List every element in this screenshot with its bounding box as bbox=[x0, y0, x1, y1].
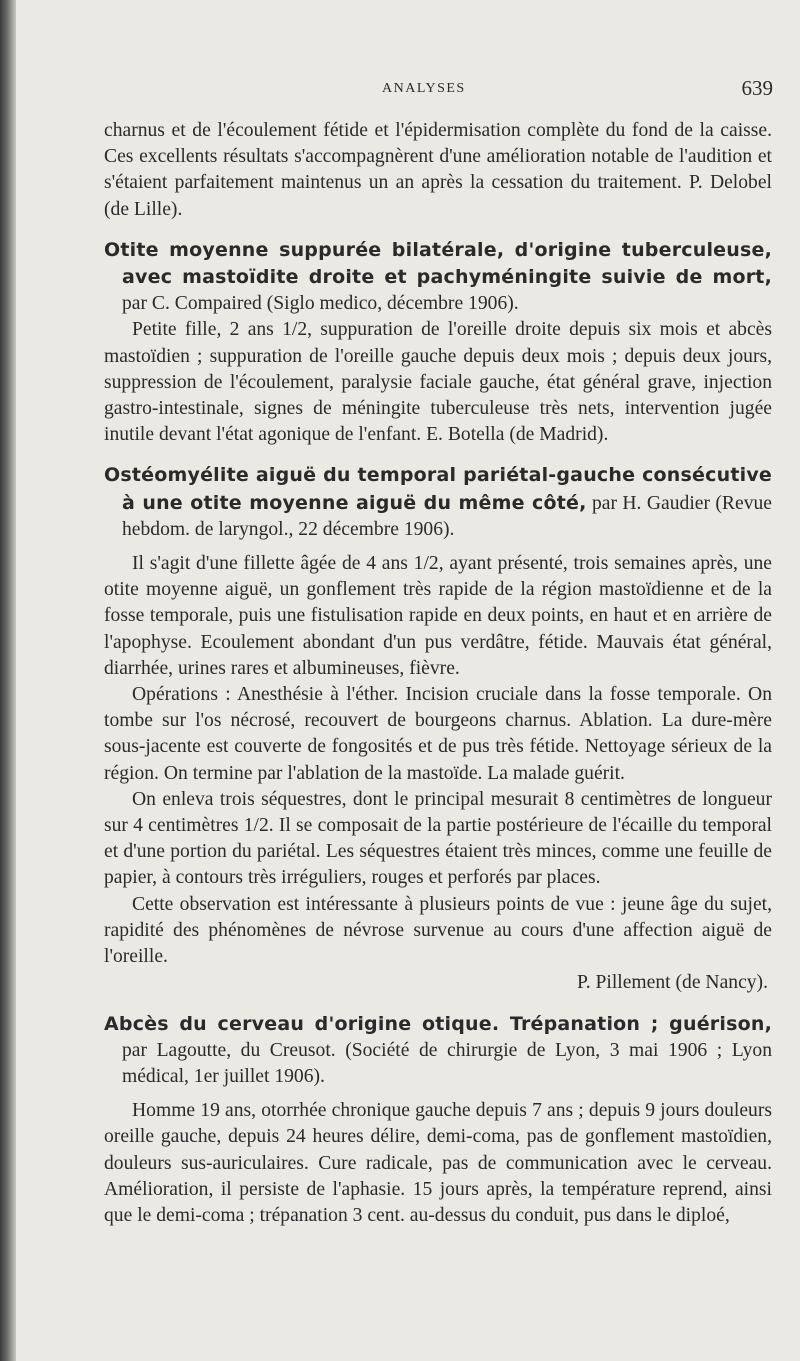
article-heading-otite bbox=[104, 237, 772, 318]
article-heading-abces bbox=[104, 1011, 772, 1091]
article-title: Abcès du cerveau d'origine otique. Trépanation ; guérison, bbox=[104, 1012, 772, 1035]
book-spine-shadow bbox=[0, 0, 16, 1361]
article-citation: par Lagoutte, du Creusot. (Société de chirurgie de Lyon, 3 mai 1906 ; Lyon médical, 1er juillet 1906). bbox=[122, 1039, 772, 1087]
article-paragraph: Cette observation est intéressante à plusieurs points de vue : jeune âge du sujet, rapidité des phénomènes de névrose survenue au cours d'une affection aiguë de l'oreille. bbox=[104, 893, 772, 968]
article-continuation-paragraph: charnus et de l'écoulement fétide et l'épidermisation complète du fond de la caisse. Ces excellents résultats s'accompagnèrent d'une amélioration notable de l'audition et s'étaient parfaitement maintenus un an après la cessation du traitement. P. Delobel (de Lille). bbox=[104, 120, 772, 220]
article-paragraph: On enleva trois séquestres, dont le principal mesurait 8 centimètres de longueur sur 4 centimètres 1/2. Il se composait de la partie postérieure de l'écaille du temporal et d'une portion du pariétal. Les séquestres étaient très minces, comme une feuille de papier, à contours très irréguliers, rouges et perforés par places. bbox=[104, 788, 772, 889]
article-paragraph: Homme 19 ans, otorrhée chronique gauche depuis 7 ans ; depuis 9 jours douleurs oreille gauche, depuis 24 heures délire, demi-coma, pas de gonflement mastoïdien, douleurs sus-auriculaires. Cure radicale, pas de communication avec le cerveau. Amélioration, il persiste de l'aphasie. 15 jours après, la température reprend, ainsi que le demi-coma ; trépanation 3 cent. au-dessus du conduit, pus dans le diploé, bbox=[104, 1100, 772, 1226]
article-paragraph: Il s'agit d'une fillette âgée de 4 ans 1/2, ayant présenté, trois semaines après, une otite moyenne aiguë, un gonflement très rapide de la région mastoïdienne et de la fosse temporale, puis une fistulisation rapide en deux points, en haut et en arrière de l'apophyse. Ecoulement abondant d'un pus verdâtre, fétide. Mauvais état général, diarrhée, urines rares et albumineuses, fièvre. bbox=[104, 553, 772, 679]
article-heading-osteomyelite bbox=[104, 462, 772, 543]
article-citation: par H. Gaudier (Revue hebdom. de laryngol., 22 décembre 1906). bbox=[122, 492, 772, 540]
page-number: 639 bbox=[741, 76, 773, 100]
page-header bbox=[88, 76, 773, 106]
article-title: Ostéomyélite aiguë du temporal pariétal-gauche consécutive à une otite moyenne aiguë du même côté, bbox=[104, 464, 772, 514]
article-signature: P. Pillement (de Nancy). bbox=[576, 972, 768, 994]
page-content bbox=[104, 118, 772, 1229]
article-paragraph: Opérations : Anesthésie à l'éther. Incision cruciale dans la fosse temporale. On tombe sur l'os nécrosé, recouvert de bourgeons charnus. Ablation. La dure-mère sous-jacente est couverte de fongosités et de pus très fétide. Nettoyage sérieux de la région. On termine par l'ablation de la mastoïde. La malade guérit. bbox=[104, 684, 772, 784]
article-paragraph: Petite fille, 2 ans 1/2, suppuration de l'oreille droite depuis six mois et abcès mastoïdien ; suppuration de l'oreille gauche depuis deux mois ; depuis deux jours, suppression de l'écoulement, paralysie faciale gauche, état général grave, injection gastro-intestinale, signes de méningite tuberculeuse très nets, intervention jugée inutile devant l'état agonique de l'enfant. E. Botella (de Madrid). bbox=[104, 319, 772, 446]
article-title: Otite moyenne suppurée bilatérale, d'origine tuberculeuse, avec mastoïdite droite et pachyméningite suivie de mort, bbox=[104, 238, 772, 289]
running-title: ANALYSES bbox=[382, 81, 466, 96]
journal-page bbox=[16, 0, 800, 1361]
article-citation: par C. Compaired (Siglo medico, décembre 1906). bbox=[122, 293, 519, 315]
